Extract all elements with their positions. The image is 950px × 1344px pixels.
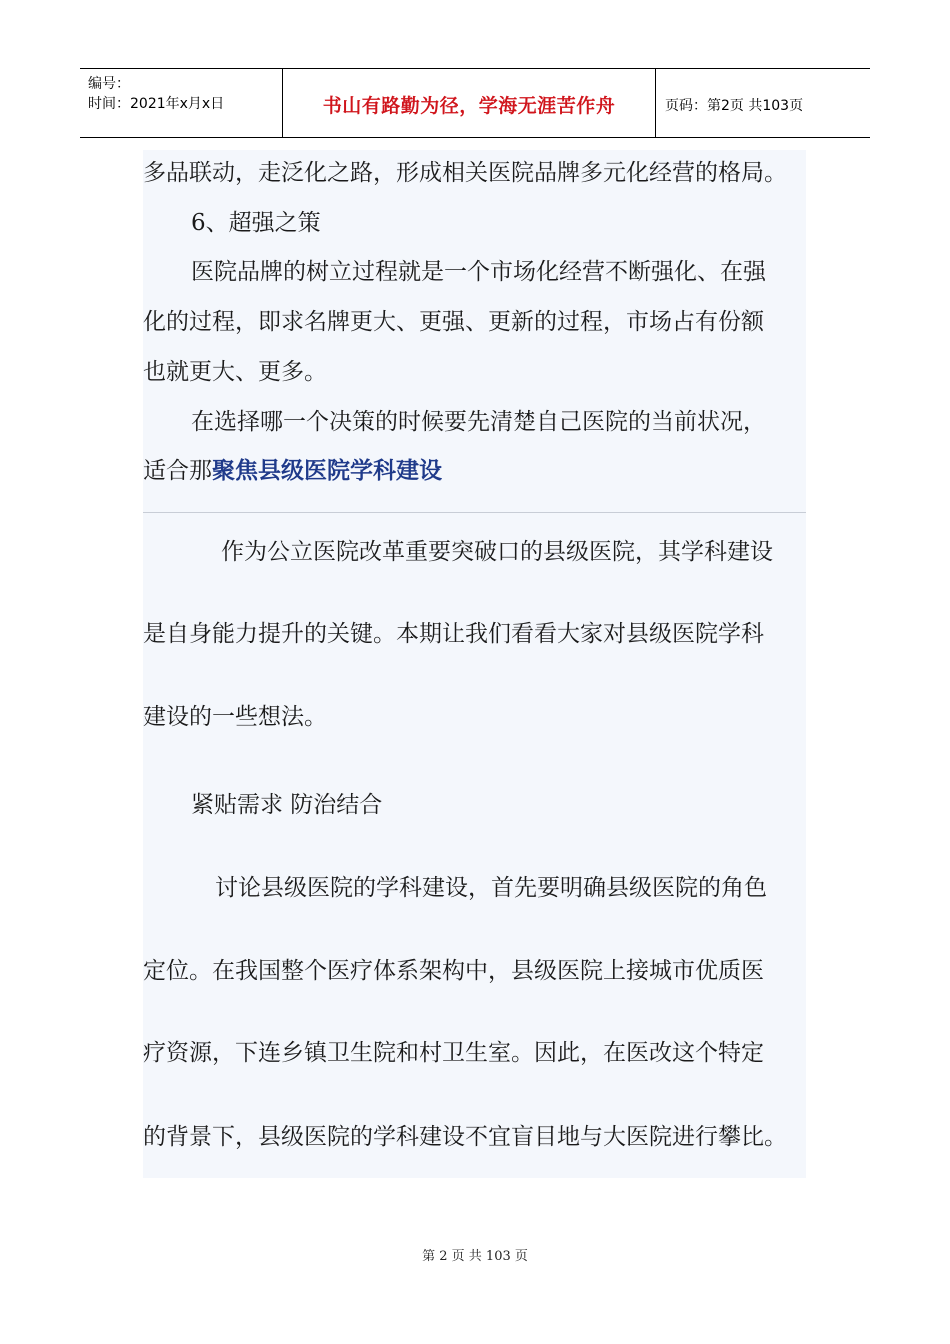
article-line: 疗资源，下连乡镇卫生院和村卫生室。因此，在医改这个特定 (143, 1040, 764, 1066)
header-pager-cell (655, 69, 870, 137)
article-line: 定位。在我国整个医疗体系架构中，县级医院上接城市优质医 (143, 958, 764, 984)
paragraph-line: 也就更大、更多。 (143, 359, 327, 385)
paragraph-line: 在选择哪一个决策的时候要先清楚自己医院的当前状况， (191, 409, 766, 435)
header-meta-cell (80, 69, 282, 137)
article-title-link[interactable]: 聚焦县级医院学科建设 (212, 458, 442, 484)
paragraph-line (143, 456, 442, 486)
date-label: 时间：2021年x月x日 (88, 96, 225, 112)
paragraph-line: 医院品牌的树立过程就是一个市场化经营不断强化、在强 (191, 259, 766, 285)
document-body (143, 150, 806, 1178)
article-subheading: 紧贴需求 防治结合 (191, 792, 383, 818)
motto: 书山有路勤为径，学海无涯苦作舟 (322, 95, 616, 117)
article-line: 讨论县级医院的学科建设，首先要明确县级医院的角色 (215, 875, 767, 901)
number-label: 编号： (88, 76, 130, 92)
header-table (80, 68, 870, 138)
article-line: 作为公立医院改革重要突破口的县级医院，其学科建设 (221, 539, 773, 565)
page-footer: 第 2 页 共 103 页 (422, 1249, 528, 1264)
article-line: 是自身能力提升的关键。本期让我们看看大家对县级医院学科 (143, 621, 764, 647)
paragraph-prefix: 适合那 (143, 458, 212, 484)
article-line: 的背景下，县级医院的学科建设不宜盲目地与大医院进行攀比。 (143, 1124, 787, 1150)
section-heading: 6、超强之策 (191, 210, 321, 236)
header-motto-cell (282, 69, 656, 137)
divider (143, 512, 806, 513)
paragraph-line: 多品联动，走泛化之路，形成相关医院品牌多元化经营的格局。 (143, 160, 787, 186)
article-line: 建设的一些想法。 (143, 704, 327, 730)
page-counter: 页码：第2页 共103页 (665, 98, 804, 114)
paragraph-line: 化的过程，即求名牌更大、更强、更新的过程，市场占有份额 (143, 309, 764, 335)
